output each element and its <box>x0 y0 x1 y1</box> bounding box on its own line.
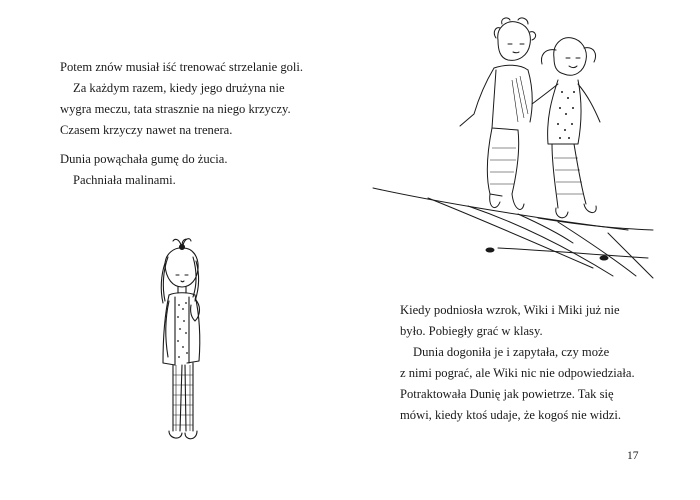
text-line: Czasem krzyczy nawet na trenera. <box>60 123 233 137</box>
text-line: Potraktowała Dunię jak powietrze. Tak się <box>400 387 614 401</box>
text-line: Dunia dogoniła je i zapytała, czy może <box>413 345 610 359</box>
page-number: 17 <box>627 450 639 462</box>
text-line: Kiedy podniosła wzrok, Wiki i Miki już nie <box>400 303 620 317</box>
left-paragraph-1 <box>60 57 303 141</box>
text-line: Potem znów musiał iść trenować strzelanie goli. <box>60 60 304 74</box>
text-line: z nimi pograć, ale Wiki nic nie odpowiedziała. <box>400 366 635 380</box>
text-line: Za każdym razem, kiedy jego drużyna nie <box>73 81 285 95</box>
girl-standing-illustration <box>135 235 225 455</box>
text-line: mówi, kiedy ktoś udaje, że kogoś nie widzi. <box>400 408 622 422</box>
text-line: było. Pobiegły grać w klasy. <box>400 324 543 338</box>
left-paragraph-2 <box>60 149 228 191</box>
text-line: wygra meczu, tata strasznie na niego krzyczy. <box>60 102 291 116</box>
girls-hopscotch-illustration <box>368 18 668 283</box>
text-line: Dunia powąchała gumę do żucia. <box>60 152 228 166</box>
right-paragraph-1 <box>400 300 635 426</box>
text-line: Pachniała malinami. <box>73 173 176 187</box>
